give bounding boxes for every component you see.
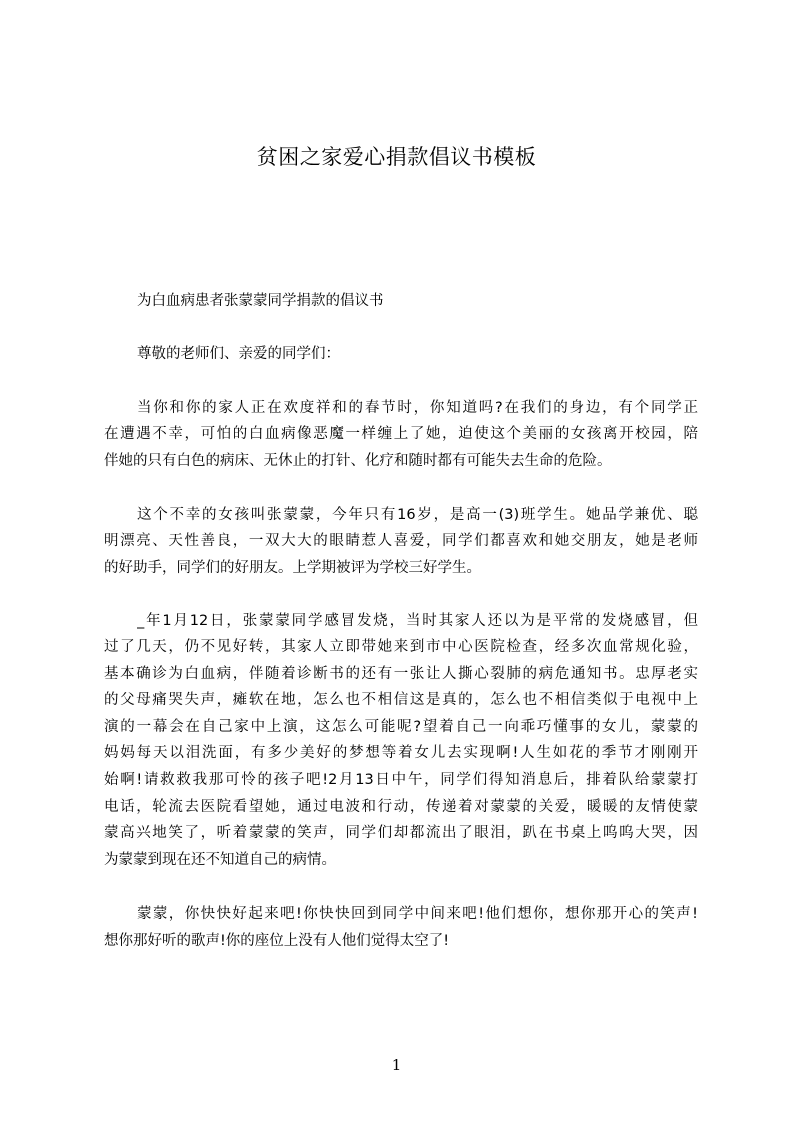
paragraph-line: 过了几天，仍不见好转，其家人立即带她来到市中心医院检查，经多次血常规化验， xyxy=(104,639,698,655)
paragraph-line: 的父母痛哭失声，瘫软在地，怎么也不相信这是真的，怎么也不相信类似于电视中上 xyxy=(104,692,698,708)
paragraph-line: 想你那好听的歌声!你的座位上没有人他们觉得太空了! xyxy=(104,933,450,949)
paragraph-line: 明漂亮、天性善良，一双大大的眼睛惹人喜爱，同学们都喜欢和她交朋友，她是老师 xyxy=(104,533,698,549)
salutation: 尊敬的老师们、亲爱的同学们： xyxy=(137,346,340,362)
page-number: 1 xyxy=(391,1056,402,1074)
paragraph-line: 蒙蒙，你快快好起来吧!你快快回到同学中间来吧!他们想你，想你那开心的笑声! xyxy=(137,906,698,922)
paragraph-line: 始啊!请救救我那可怜的孩子吧!2月13日中午，同学们得知消息后，排着队给蒙蒙打 xyxy=(104,772,698,788)
paragraph-line: _年1月12日，张蒙蒙同学感冒发烧，当时其家人还以为是平常的发烧感冒，但 xyxy=(137,613,698,629)
paragraph-line: 基本确诊为白血病，伴随着诊断书的还有一张让人撕心裂肺的病危通知书。忠厚老实 xyxy=(104,666,698,682)
paragraph-line: 的好助手，同学们的好朋友。上学期被评为学校三好学生。 xyxy=(104,560,481,576)
paragraph-line: 为蒙蒙到现在还不知道自己的病情。 xyxy=(104,852,336,868)
paragraph-line: 电话，轮流去医院看望她，通过电波和行动，传递着对蒙蒙的关爱，暖暖的友情使蒙 xyxy=(104,799,698,815)
paragraph-line: 伴她的只有白色的病床、无休止的打针、化疗和随时都有可能失去生命的危险。 xyxy=(104,453,612,469)
paragraph-line: 演的一幕会在自己家中上演，这怎么可能呢?望着自己一向乖巧懂事的女儿，蒙蒙的 xyxy=(104,719,698,735)
paragraph-line: 当你和你的家人正在欢度祥和的春节时，你知道吗?在我们的身边，有个同学正 xyxy=(137,400,698,416)
paragraph-line: 蒙高兴地笑了，听着蒙蒙的笑声，同学们却都流出了眼泪，趴在书桌上呜呜大哭，因 xyxy=(104,825,698,841)
paragraph-line: 在遭遇不幸，可怕的白血病像恶魔一样缠上了她，迫使这个美丽的女孩离开校园，陪 xyxy=(104,426,698,442)
document-title: 贫困之家爱心捐款倡议书模板 xyxy=(256,145,537,169)
document-subtitle: 为白血病患者张蒙蒙同学捐款的倡议书 xyxy=(137,293,384,309)
paragraph-line: 妈妈每天以泪洗面，有多少美好的梦想等着女儿去实现啊!人生如花的季节才刚刚开 xyxy=(104,745,698,761)
paragraph-line: 这个不幸的女孩叫张蒙蒙，今年只有16岁，是高一(3)班学生。她品学兼优、聪 xyxy=(137,507,698,523)
